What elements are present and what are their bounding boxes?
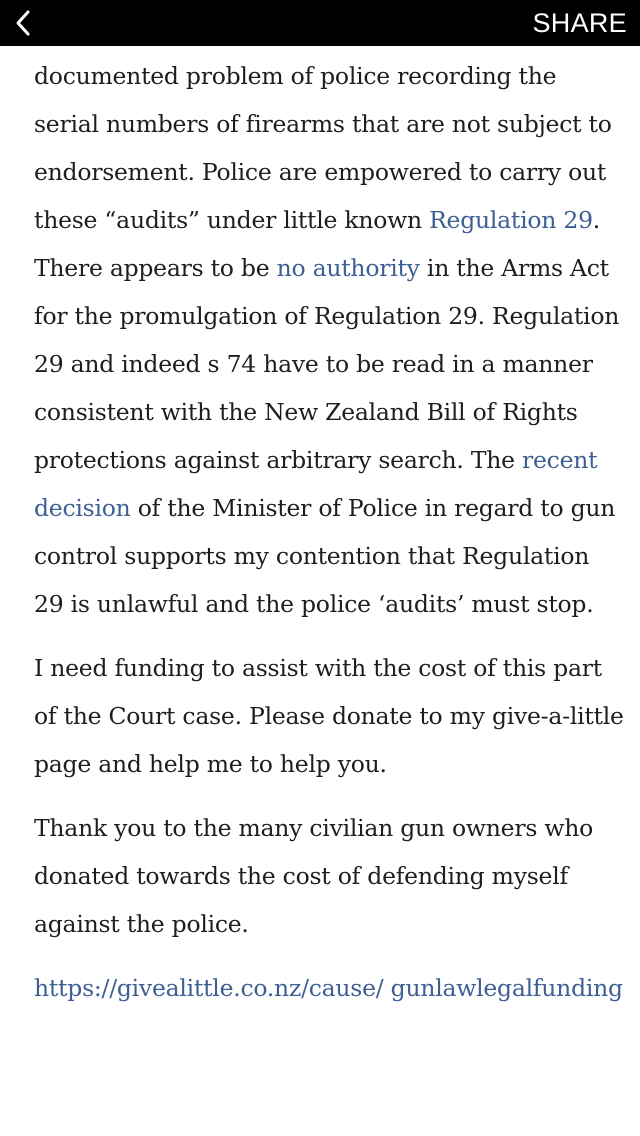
top-bar: [0, 0, 640, 46]
paragraph-regulation: [34, 52, 624, 628]
paragraph-text: documented problem of police recording the serial numbers of firearms that are not subject to endorsement. Police are empowered to carry out these “audits” under little known: [34, 62, 612, 234]
back-button[interactable]: [6, 4, 40, 42]
paragraph-link: [34, 964, 624, 1012]
no-authority-link[interactable]: no authority: [276, 254, 420, 282]
recent-decision-link[interactable]: recent decision: [34, 446, 598, 522]
paragraph-text: . There appears to be: [34, 206, 601, 282]
regulation-29-link[interactable]: Regulation 29: [429, 206, 593, 234]
paragraph-text: of the Minister of Police in regard to gun control supports my contention that Regulation 29 is unlawful and the police ‘audits’ must stop.: [34, 494, 616, 618]
article-body: [34, 52, 624, 1028]
paragraph-thanks: Thank you to the many civilian gun owners who donated towards the cost of defending myself against the police.: [34, 814, 594, 938]
paragraph-funding: I need funding to assist with the cost of this part of the Court case. Please donate to my give-a-little page and help me to help you.: [34, 654, 624, 778]
chevron-left-icon: [14, 9, 32, 37]
givealittle-link[interactable]: https://givealittle.co.nz/cause/ gunlawlegalfunding: [34, 974, 623, 1002]
paragraph-text: in the Arms Act for the promulgation of Regulation 29. Regulation 29 and indeed s 74 have to be read in a manner consistent with the New Zealand Bill of Rights protections against arbitrary search. The: [34, 254, 620, 474]
share-button[interactable]: SHARE: [532, 8, 627, 38]
